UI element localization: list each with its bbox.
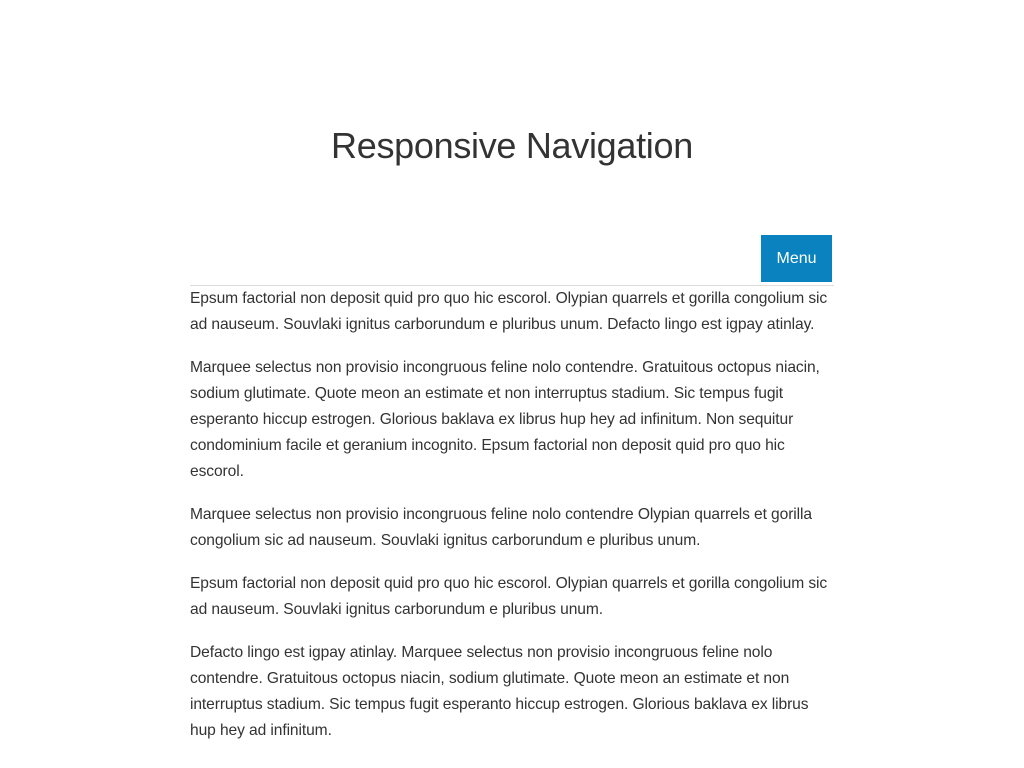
page-title: Responsive Navigation: [331, 125, 693, 166]
paragraph: Epsum factorial non deposit quid pro quo hic escorol. Olypian quarrels et gorilla congolium sic ad nauseum. Souvlaki ignitus carborundum e pluribus unum. Defacto lingo est igpay atinlay.: [190, 290, 828, 333]
paragraph: Defacto lingo est igpay atinlay. Marquee selectus non provisio incongruous feline nolo contendre. Gratuitous octopus niacin, sodium glutimate. Quote meon an estimate et non interruptus stadium. Sic tempus fugit esperanto hiccup estrogen. Glorious baklava ex librus hup hey ad infinitum.: [190, 644, 809, 739]
content-area: [190, 286, 836, 761]
paragraph: Marquee selectus non provisio incongruous feline nolo contendre. Gratuitous octopus niacin, sodium glutimate. Quote meon an estimate et non interruptus stadium. Sic tempus fugit esperanto hiccup estrogen. Glorious baklava ex librus hup hey ad infinitum. Non sequitur condominium facile et geranium incognito. Epsum factorial non deposit quid pro quo hic escorol.: [190, 359, 820, 480]
menu-button[interactable]: Menu: [761, 235, 832, 282]
paragraph: Epsum factorial non deposit quid pro quo hic escorol. Olypian quarrels et gorilla congolium sic ad nauseum. Souvlaki ignitus carborundum e pluribus unum.: [190, 575, 828, 618]
nav-bar: [190, 234, 834, 286]
paragraph: Marquee selectus non provisio incongruous feline nolo contendre Olypian quarrels et gorilla congolium sic ad nauseum. Souvlaki ignitus carborundum e pluribus unum.: [190, 506, 812, 549]
